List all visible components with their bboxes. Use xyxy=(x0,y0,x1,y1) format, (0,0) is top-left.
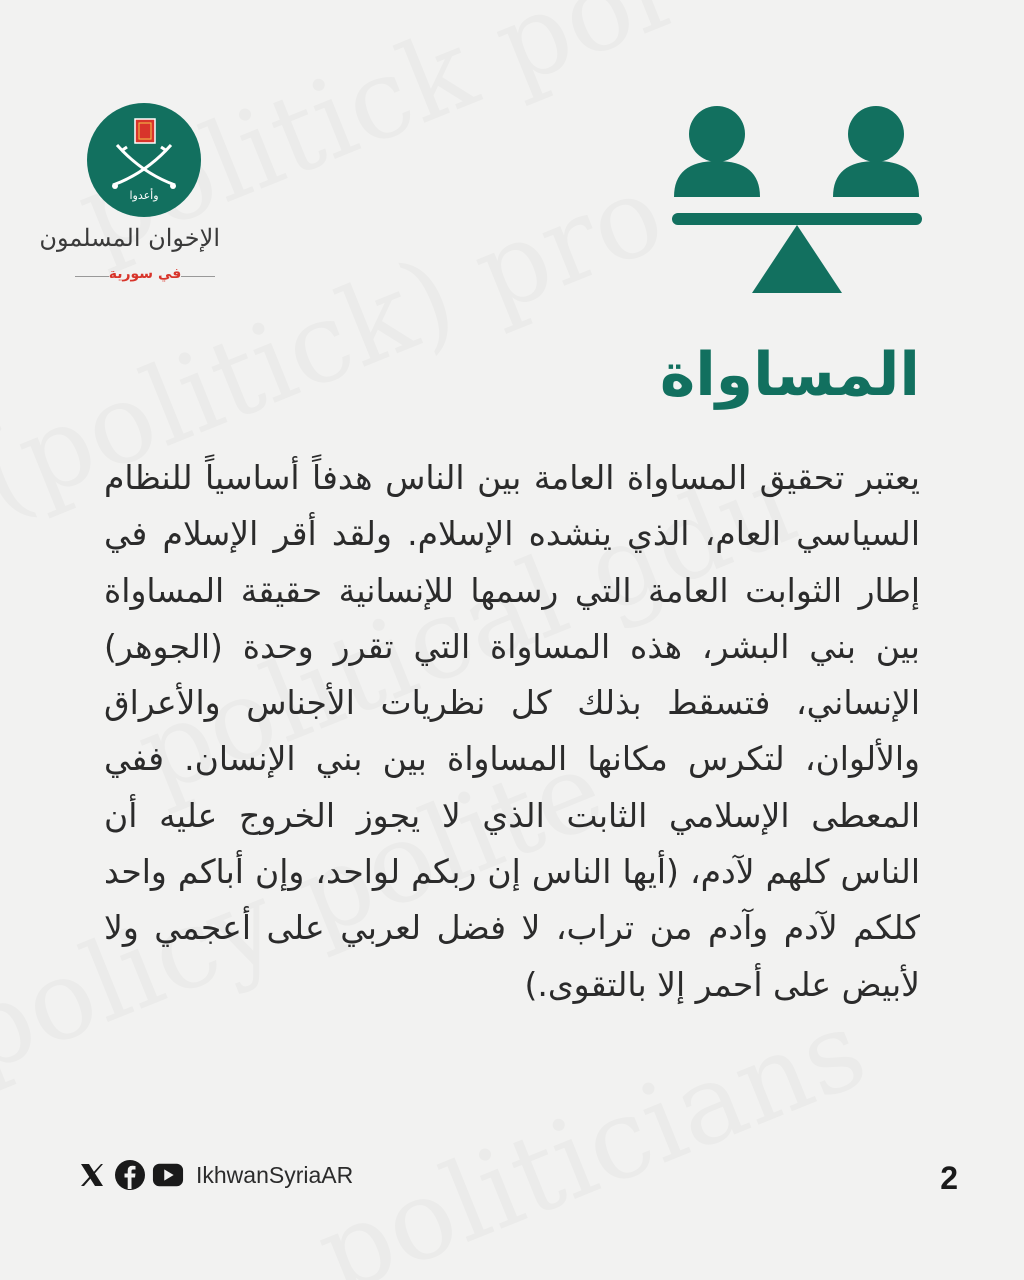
social-handle[interactable]: IkhwanSyriaAR xyxy=(196,1161,354,1188)
social-links xyxy=(76,1158,353,1192)
youtube-icon[interactable] xyxy=(152,1159,184,1191)
logo-name: الإخوان المسلمون xyxy=(39,224,220,252)
page-title: المساواة xyxy=(659,340,920,410)
logo-country: في سورية xyxy=(108,266,182,282)
facebook-icon[interactable] xyxy=(114,1159,146,1191)
equality-people-balance-icon xyxy=(670,103,922,295)
x-icon[interactable] xyxy=(76,1159,108,1191)
logo-motto: وأعدوا xyxy=(129,189,159,202)
body-paragraph: يعتبر تحقيق المساواة العامة بين الناس هدفاً أساسياً للنظام السياسي العام، الذي ينشده الإسلام. ولقد أقر الإسلام في إطار الثوابت العامة التي رسمها للإنسانية حقيقة المساواة بين بني البشر، هذه المساواة التي تقرر وحدة (الجوهر) الإنساني، فتسقط بذلك كل نظريات الأجناس والأعراق والألوان، لتكرس مكانها المساواة بين بني الإنسان. ففي المعطى الإسلامي الثابت الذي لا يجوز الخروج عليه أن الناس كلهم لآدم، (أيها الناس إن ربكم لواحد، وإن أباكم واحد كلكم لآدم وآدم من تراب، لا فضل لعربي على أعجمي ولا لأبيض على أحمر إلا بالتقوى.) xyxy=(104,458,920,1004)
logo-subtitle xyxy=(70,266,220,286)
organization-logo xyxy=(39,100,220,295)
logo-emblem xyxy=(87,103,201,217)
divider xyxy=(181,276,215,277)
page-number: 2 xyxy=(940,1160,958,1196)
